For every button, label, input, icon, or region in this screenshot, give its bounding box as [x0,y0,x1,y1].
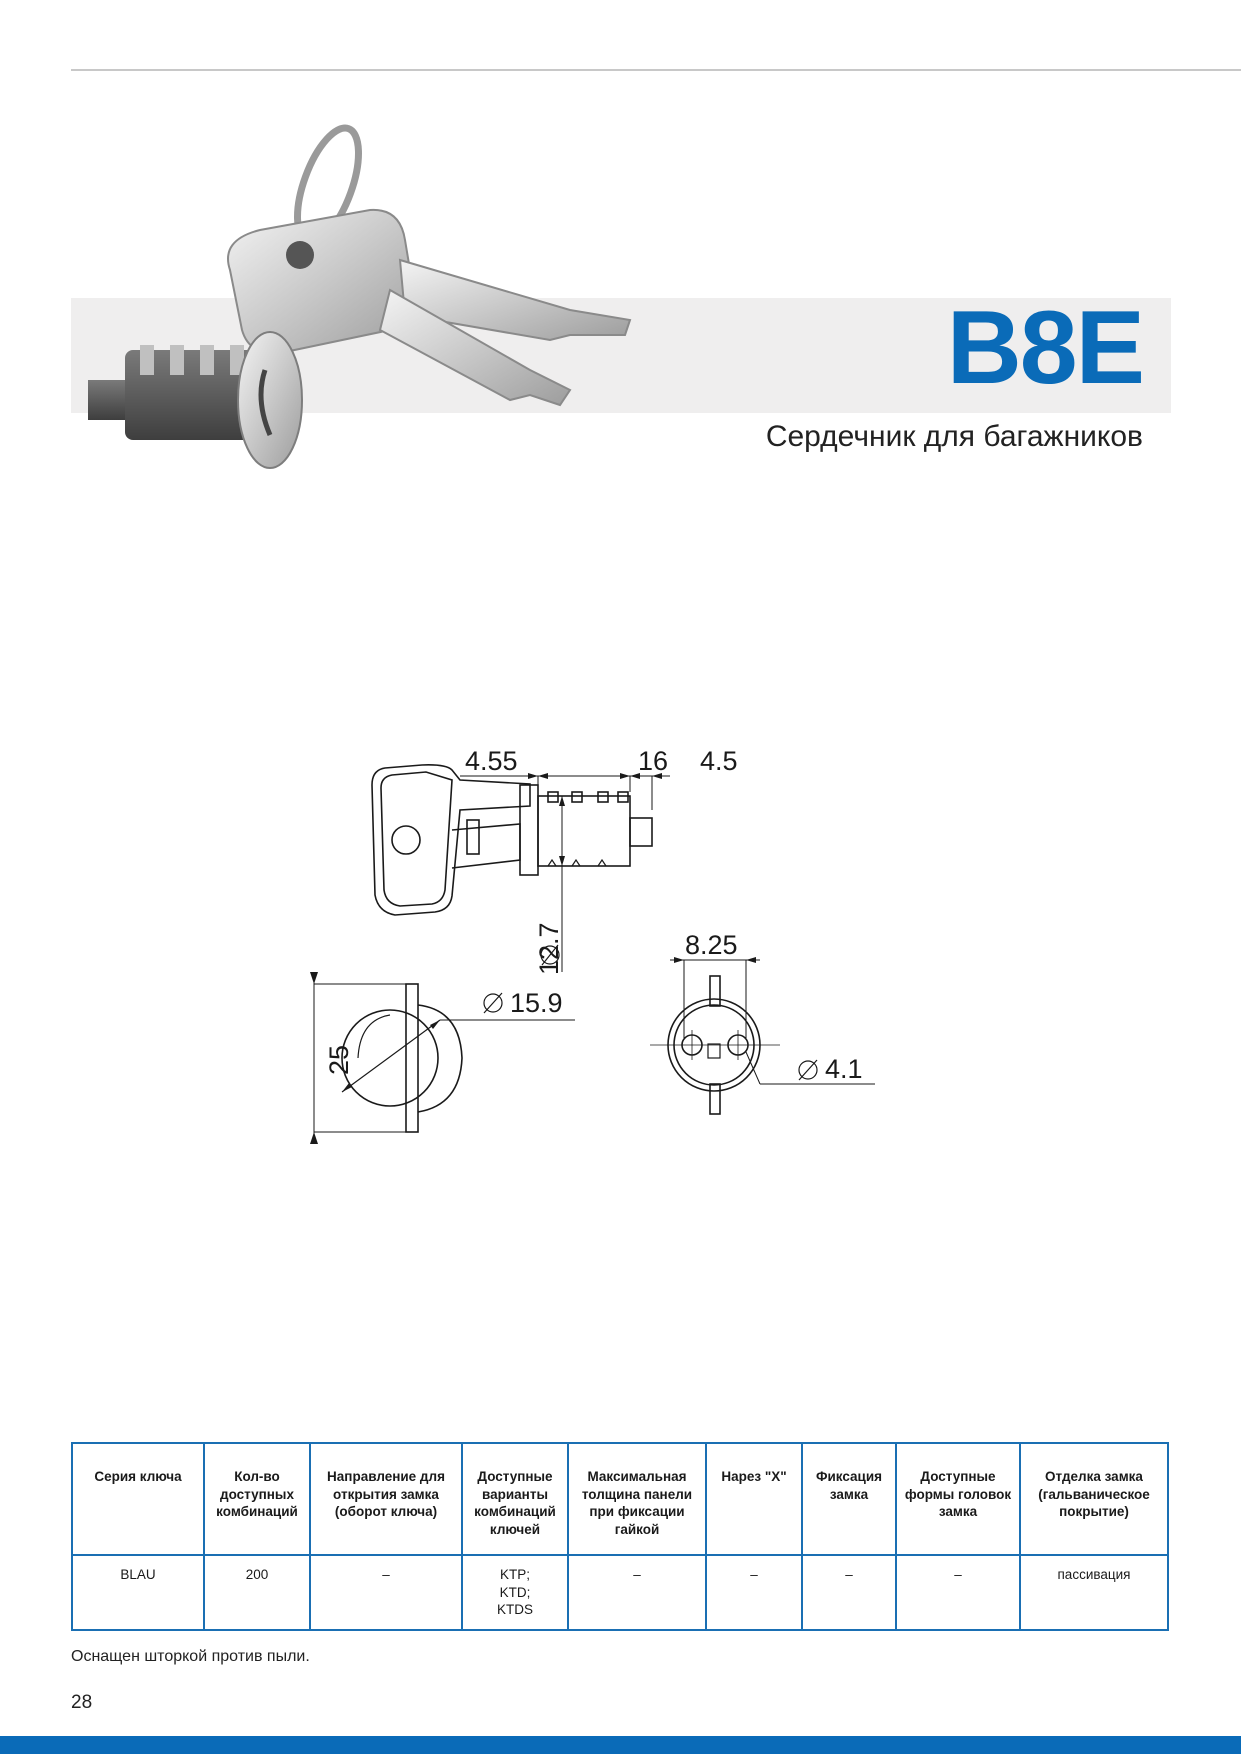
cell-key-variants: KTP; KTD; KTDS [462,1555,568,1630]
header-finish: Отделка замка (гальваническое покрытие) [1020,1443,1168,1555]
bottom-bar [0,1736,1241,1754]
flange-side [406,984,418,1132]
header-key-variants: Доступные варианты комбинаций ключей [462,1443,568,1555]
table-header-row [72,1443,1168,1555]
flange-face [418,1005,462,1112]
dim-4-5: 4.5 [700,746,738,776]
header-max-panel-thickness: Максимальная толщина панели при фиксации гайкой [568,1443,706,1555]
product-subtitle: Сердечник для багажников [765,420,1143,453]
dim-4-1: 4.1 [825,1054,863,1084]
product-note: Оснащен шторкой против пыли. [71,1648,310,1665]
page-number: 28 [71,1692,93,1713]
header-lock-fixing: Фиксация замка [802,1443,896,1555]
cell-cut-x: – [706,1555,802,1630]
cell-key-series: BLAU [72,1555,204,1630]
cell-combinations: 200 [204,1555,310,1630]
spec-table [71,1442,1169,1631]
header-key-series: Серия ключа [72,1443,204,1555]
cell-max-panel-thickness: – [568,1555,706,1630]
cell-opening-direction: – [310,1555,462,1630]
dim-16: 16 [638,746,669,776]
header-combinations: Кол-во доступных комбинаций [204,1443,310,1555]
dim-15-9: 15.9 [510,988,563,1018]
cylinder-barrel [538,796,630,866]
dim-25: 25 [324,1044,354,1075]
top-divider [71,69,1241,71]
cylinder-face [238,332,302,468]
product-photo [70,90,670,510]
dim-12-7: 12.7 [534,922,564,975]
key-hole [392,826,420,854]
cell-head-shapes: – [896,1555,1020,1630]
dim-8-25: 8.25 [685,930,738,960]
cell-finish: пассивация [1020,1555,1168,1630]
header-cut-x: Нарез "X" [706,1443,802,1555]
header-head-shapes: Доступные формы головок замка [896,1443,1020,1555]
cell-lock-fixing: – [802,1555,896,1630]
cylinder-flange [520,785,538,875]
table-row [72,1555,1168,1630]
technical-drawing [300,720,900,1160]
dim-4-55: 4.55 [465,746,518,776]
header-opening-direction: Направление для открытия замка (оборот ключа) [310,1443,462,1555]
model-code: B8E [946,290,1143,406]
